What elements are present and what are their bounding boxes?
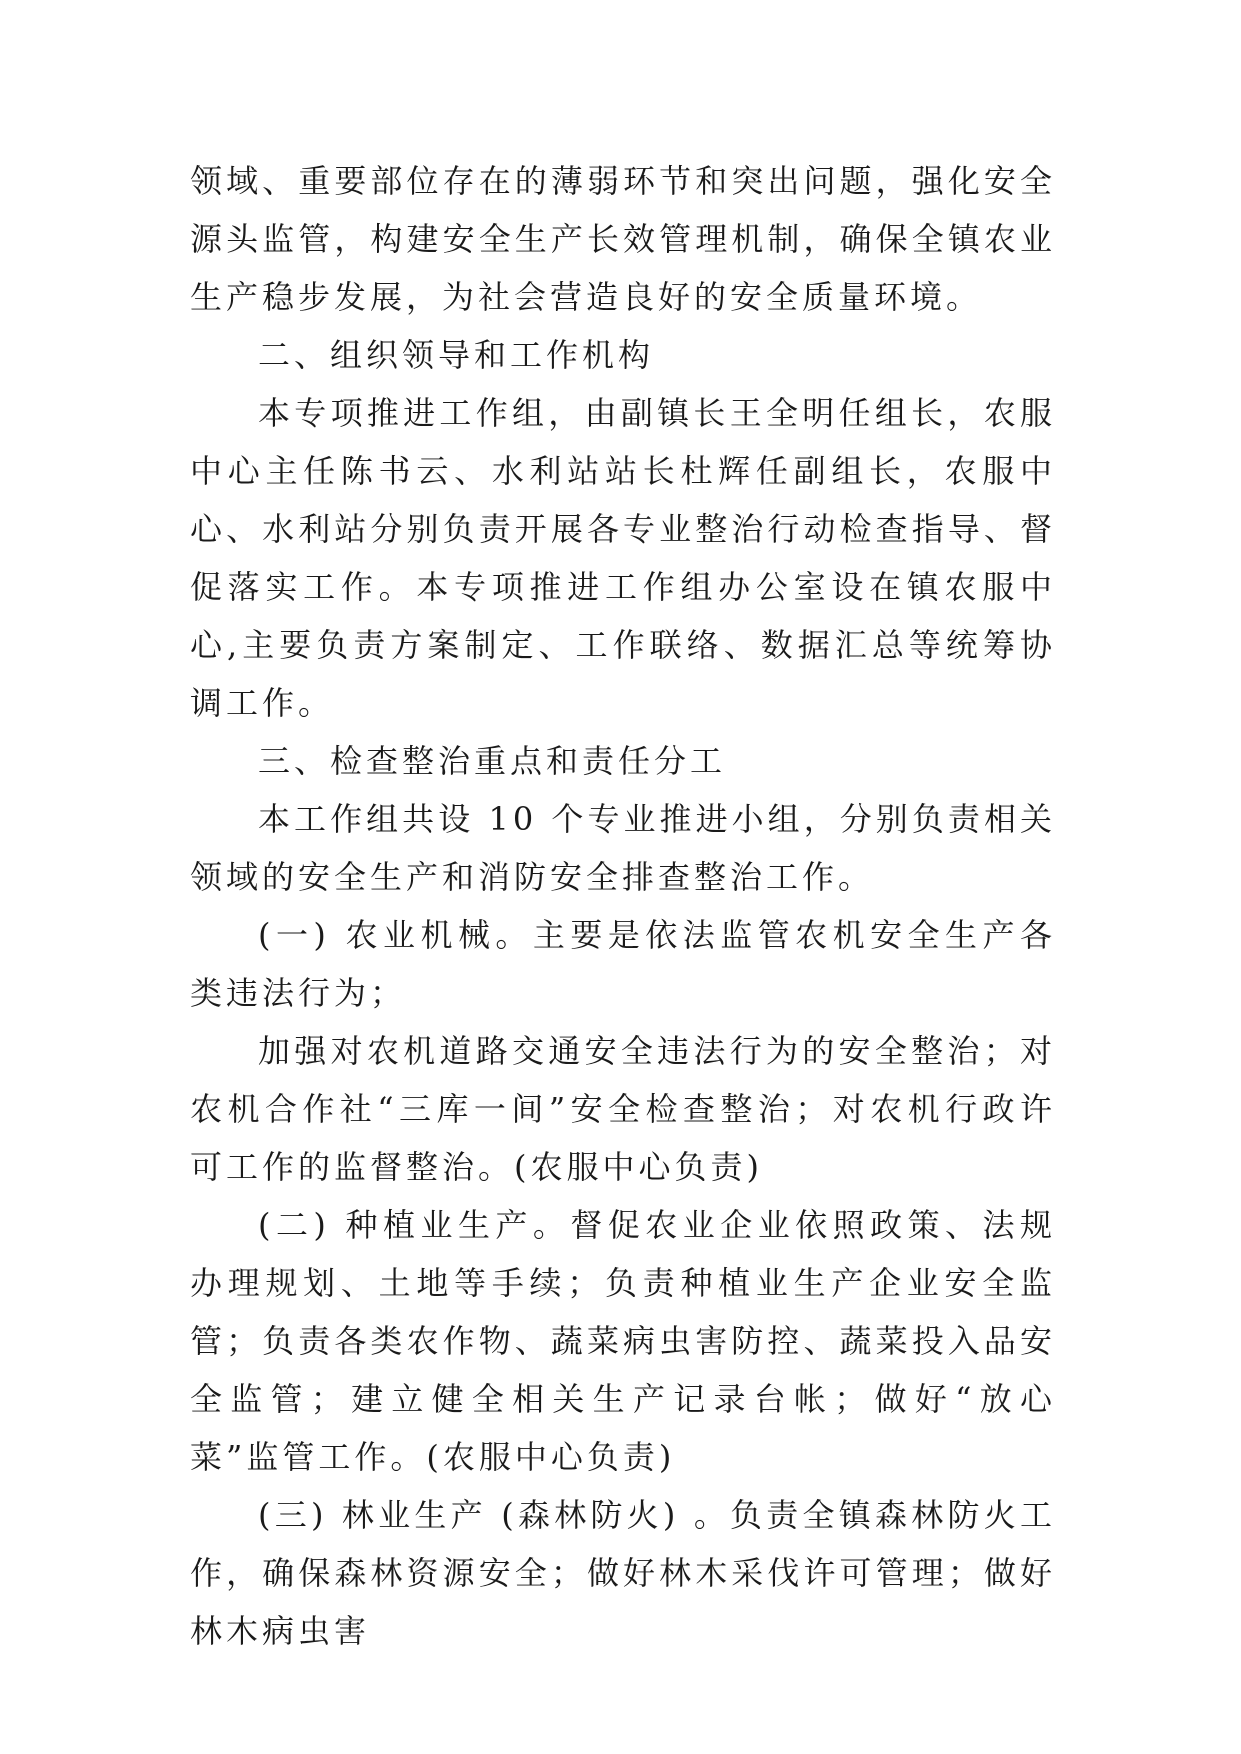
heading-responsibilities: 三、检查整治重点和责任分工 <box>258 742 727 780</box>
paragraph-intro-continuation: 领域、重要部位存在的薄弱环节和突出问题，强化安全源头监管，构建安全生产长效管理机制，确保全镇农业生产稳步发展，为社会营造良好的安全质量环境。 <box>190 162 1056 316</box>
paragraph-item-1: (一) 农业机械。主要是依法监管农机安全生产各类违法行为； <box>190 916 1056 1012</box>
paragraph-organization: 本专项推进工作组，由副镇长王全明任组长，农服中心主任陈书云、水利站站长杜辉任副组长，农服中心、水利站分别负责开展各专业整治行动检查指导、督促落实工作。本专项推进工作组办公室设在镇农服中心,主要负责方案制定、工作联络、数据汇总等统筹协调工作。 <box>190 394 1056 722</box>
document-body <box>190 152 1056 1660</box>
paragraph-item-1-detail: 加强对农机道路交通安全违法行为的安全整治；对农机合作社“三库一间”安全检查整治；对农机行政许可工作的监督整治。(农服中心负责) <box>190 1032 1056 1186</box>
heading-organization: 二、组织领导和工作机构 <box>258 336 655 374</box>
paragraph-groups: 本工作组共设 10 个专业推进小组，分别负责相关领域的安全生产和消防安全排查整治工作。 <box>190 800 1056 896</box>
paragraph-item-3: (三) 林业生产 (森林防火) 。负责全镇森林防火工作，确保森林资源安全；做好林木采伐许可管理；做好林木病虫害 <box>190 1496 1056 1650</box>
paragraph-item-2: (二) 种植业生产。督促农业企业依照政策、法规办理规划、土地等手续；负责种植业生产企业安全监管；负责各类农作物、蔬菜病虫害防控、蔬菜投入品安全监管；建立健全相关生产记录台帐；做好“放心菜”监管工作。(农服中心负责) <box>190 1206 1056 1476</box>
